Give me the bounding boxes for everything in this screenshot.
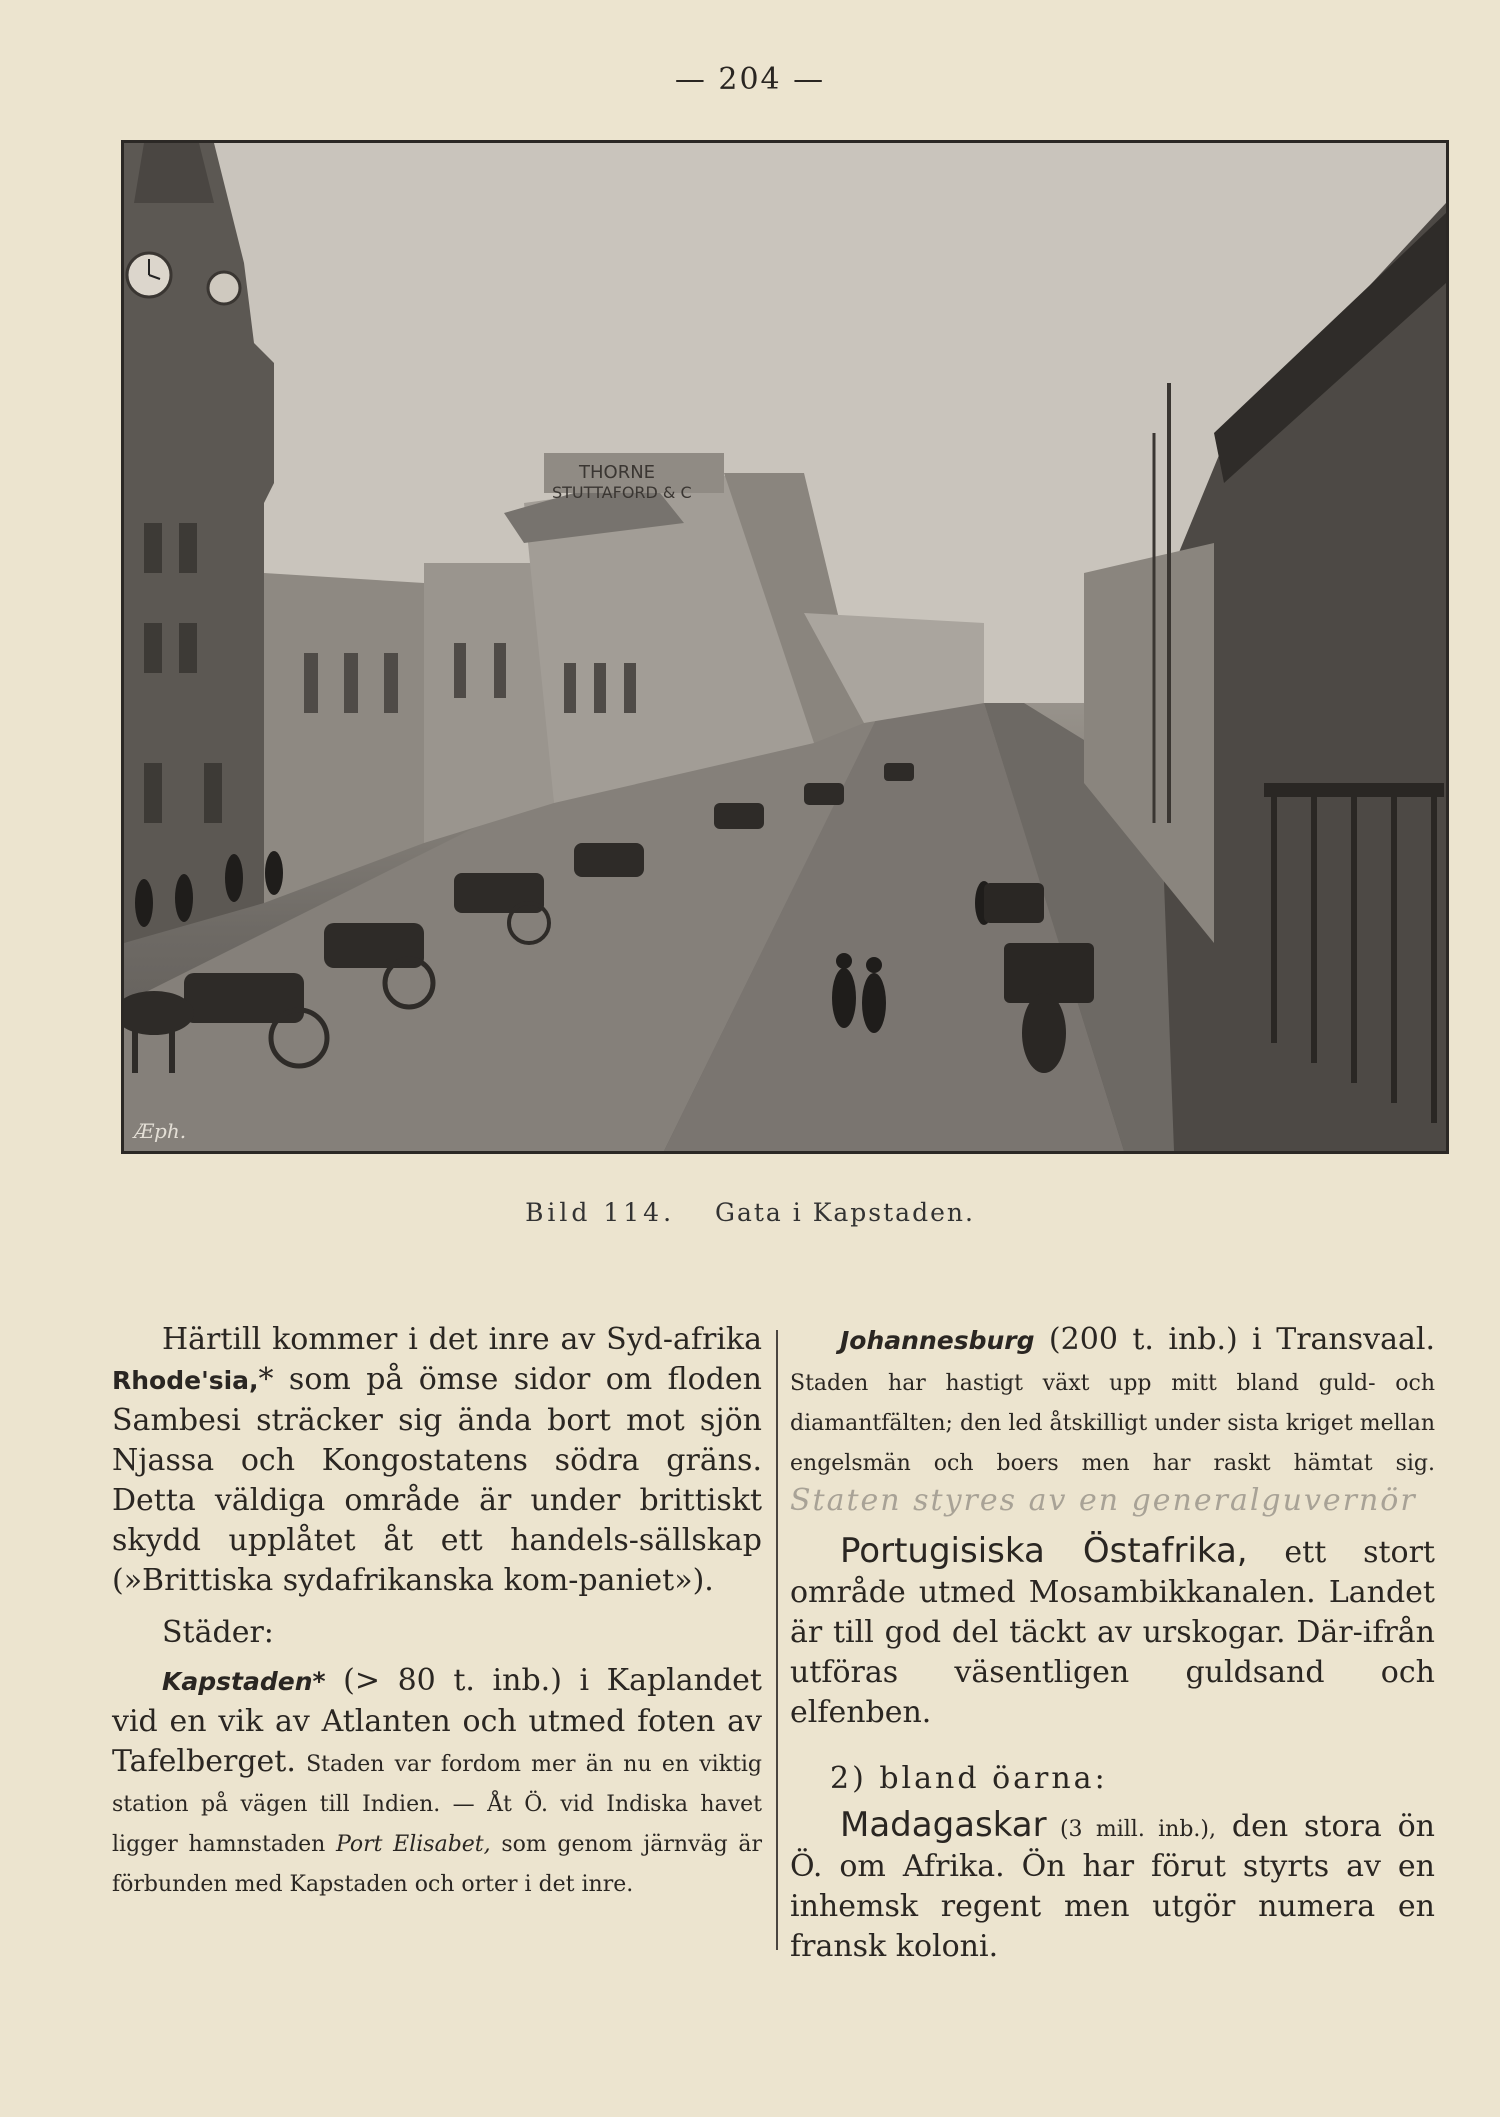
photo-signature: Æph. (134, 1119, 187, 1143)
sign-stuttaford: STUTTAFORD & C (552, 483, 692, 502)
caption-text: Gata i Kapstaden. (715, 1198, 975, 1227)
column-rule (776, 1330, 778, 1950)
page-number: — 204 — (674, 62, 826, 97)
rhodesia-name: Rhode'sia, (112, 1366, 259, 1395)
johannesburg-paragraph (790, 1320, 1435, 1521)
caption-label: Bild 114. (525, 1198, 676, 1227)
rhodesia-lead: Härtill kommer i det inre av Syd-afrika (162, 1322, 762, 1357)
pencil-annotation: Staten styres av en generalguvernör (790, 1483, 1417, 1518)
johannesburg-small-text: Staden har hastigt växt upp mitt bland guld- och diamantfälten; den led åtskilligt under sista kriget mellan engelsmän och boers men har raskt hämtat sig. (790, 1371, 1435, 1476)
kapstaden-text: (> 80 t. inb.) i Kaplandet vid en vik av Atlanten och utmed foten av Tafelberget. (112, 1663, 762, 1779)
madagaskar-paragraph (790, 1805, 1435, 1967)
sign-thorne: THORNE (579, 462, 656, 483)
kapstaden-small-end: som genom järnväg är förbunden med Kapstaden och orter i det inre. (112, 1832, 762, 1897)
madagaskar-name: Madagaskar (840, 1805, 1047, 1845)
johannesburg-text: (200 t. inb.) i Transvaal. (1034, 1322, 1435, 1357)
cities-heading: Städer: (162, 1615, 274, 1650)
kapstaden-paragraph (112, 1661, 762, 1902)
kapstaden-small-text: Staden var fordom mer än nu en viktig station på vägen till Indien. — Åt Ö. vid Indiska havet ligger hamnstaden (112, 1752, 762, 1857)
street-photo (121, 140, 1449, 1154)
rhodesia-paragraph (112, 1320, 762, 1601)
rhodesia-text: * som på ömse sidor om floden Sambesi sträcker sig ända bort mot sjön Njassa och Kongostatens södra gräns. Detta väldiga område är under brittiskt skydd upplåtet åt ett handels-sällskap (»Brittiska sydafrikanska kom-paniet»). (112, 1362, 762, 1598)
street-scene-illustration (124, 143, 1446, 1151)
johannesburg-name: Johannesburg (840, 1326, 1035, 1355)
madagaskar-population: (3 mill. inb.), (1046, 1817, 1216, 1842)
right-column (790, 1320, 1435, 1967)
portugisiska-ostafrika-name: Portugisiska Östafrika, (840, 1531, 1248, 1571)
mozambique-paragraph (790, 1531, 1435, 1733)
kapstaden-name: Kapstaden (162, 1667, 313, 1696)
figure-caption (0, 1198, 1500, 1227)
port-elisabet: Port Elisabet, (335, 1832, 491, 1857)
left-column (112, 1320, 762, 1902)
madagaskar-text: den stora ön Ö. om Afrika. Ön har förut styrts av en inhemsk regent men utgör numera en fransk koloni. (790, 1809, 1435, 1964)
mozambique-text: ett stort område utmed Mosambikkanalen. Landet är till god del täckt av urskogar. Där-ifrån utföras väsentligen guldsand och elfenben. (790, 1535, 1435, 1730)
islands-heading: 2) bland öarna: (830, 1761, 1108, 1796)
kapstaden-star: * (312, 1667, 326, 1696)
